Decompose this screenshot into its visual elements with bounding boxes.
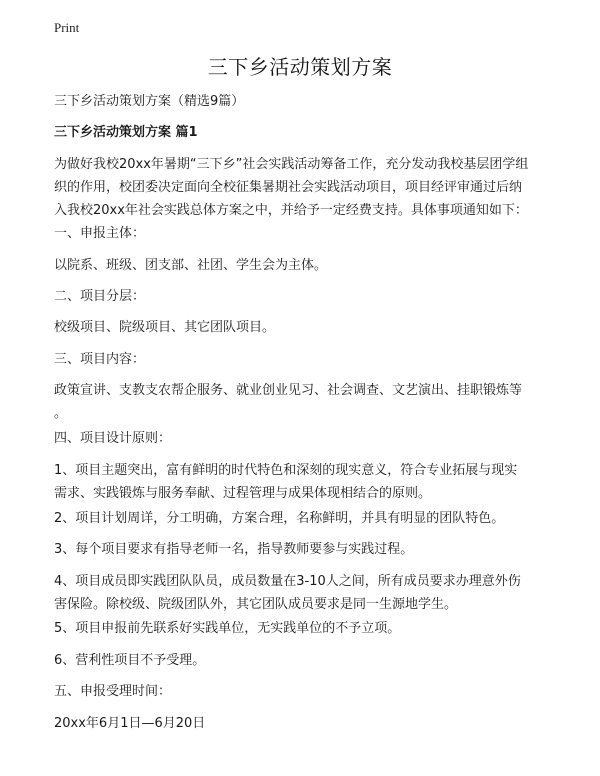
print-link[interactable]: Print xyxy=(54,20,80,35)
intro-line: 入我校20xx年社会实践总体方案之中，并给予一定经费支持。具体事项通知如下： xyxy=(54,203,528,218)
heading-content: 三、项目内容： xyxy=(54,352,146,367)
content-line: 政策宣讲、支教支农帮企服务、就业创业见习、社会调查、文艺演出、挂职锻炼等 xyxy=(54,383,523,398)
section-heading: 三下乡活动策划方案 篇1 xyxy=(54,125,198,140)
principle-6: 6、营利性项目不予受理。 xyxy=(54,653,206,668)
document-title: 三下乡活动策划方案 xyxy=(207,55,393,79)
heading-applicant: 一、申报主体： xyxy=(54,226,146,241)
intro-line: 织的作用，校团委决定面向全校征集暑期社会实践活动项目，项目经评审通过后纳 xyxy=(54,180,523,195)
paragraph-applicant: 以院系、班级、团支部、社团、学生会为主体。 xyxy=(54,258,328,273)
principle-line: 1、项目主题突出，富有鲜明的时代特色和深刻的现实意义，符合专业拓展与现实 xyxy=(54,463,518,478)
paragraph-levels: 校级项目、院级项目、其它团队项目。 xyxy=(54,320,276,335)
principle-1 xyxy=(54,459,554,505)
intro-line: 为做好我校20xx年暑期“三下乡”社会实践活动筹备工作，充分发动我校基层团学组 xyxy=(54,157,529,172)
content-line: 。 xyxy=(54,406,68,421)
principle-2: 2、项目计划周详，分工明确，方案合理，名称鲜明，并具有明显的团队特色。 xyxy=(54,511,505,526)
principle-4 xyxy=(54,570,554,616)
paragraph-deadline: 20xx年6月1日—6月20日 xyxy=(54,716,206,731)
paragraph-content xyxy=(54,379,554,425)
principle-3: 3、每个项目要求有指导老师一名，指导教师要参与实践过程。 xyxy=(54,542,414,557)
principle-line: 害保险。除校级、院级团队外，其它团队成员要求是同一生源地学生。 xyxy=(54,597,458,612)
heading-deadline: 五、申报受理时间： xyxy=(54,684,172,699)
document-subtitle: 三下乡活动策划方案（精选9篇） xyxy=(54,94,245,109)
principle-line: 需求、实践锻炼与服务奉献、过程管理与成果体现相结合的原则。 xyxy=(54,486,432,501)
heading-levels: 二、项目分层： xyxy=(54,289,146,304)
principle-5: 5、项目申报前先联系好实践单位，无实践单位的不予立项。 xyxy=(54,621,401,636)
principle-line: 4、项目成员即实践团队队员，成员数量在3-10人之间，所有成员要求办理意外伤 xyxy=(54,574,521,589)
intro-paragraph xyxy=(54,153,554,222)
heading-principles: 四、项目设计原则： xyxy=(54,431,172,446)
